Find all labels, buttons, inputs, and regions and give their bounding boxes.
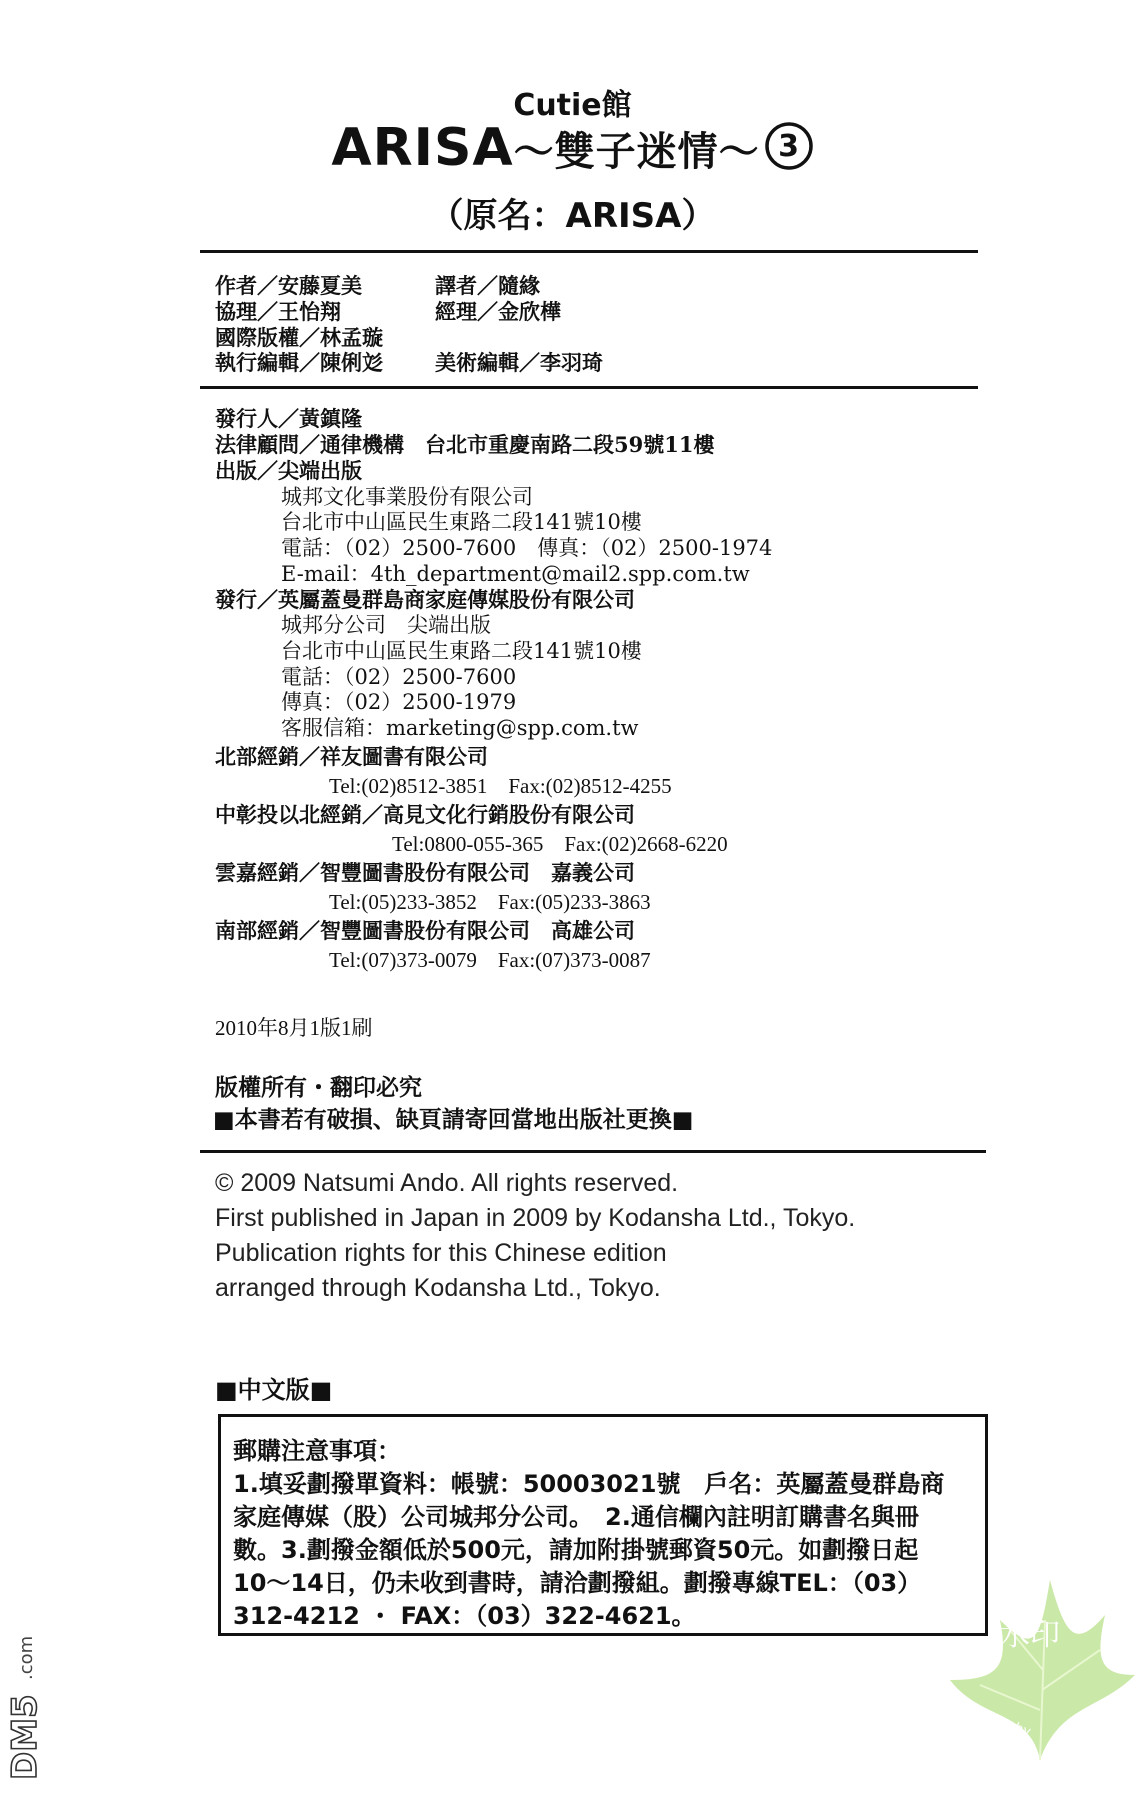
pub-email: E-mail：4th_department@mail2.spp.com.tw <box>281 562 750 586</box>
staff-exec-editor: 執行編輯／陳俐彣 <box>215 350 383 375</box>
staff-translator: 譯者／隨緣 <box>435 273 540 298</box>
mail-order-title: 郵購注意事項： <box>233 1437 401 1465</box>
mail-order-line-1: 1.填妥劃撥單資料：帳號：50003021號 戶名：英屬蓋曼群島商 <box>233 1470 945 1498</box>
english-line-3: Publication rights for this Chinese edition <box>215 1239 667 1267</box>
dist-central: 中彰投以北經銷／高見文化行銷股份有限公司 <box>215 802 635 827</box>
dm5-logo-text: DM5 <box>5 1694 45 1780</box>
divider-staff <box>200 386 978 389</box>
dm5-site-text: .com <box>16 1635 37 1680</box>
dist-north: 北部經銷／祥友圖書有限公司 <box>215 744 488 769</box>
dist-central-contact: Tel:0800-055-365 Fax:(02)2668-6220 <box>392 832 728 856</box>
pub-issuer: 發行人／黃鎮隆 <box>215 406 362 431</box>
volume-badge <box>764 121 814 171</box>
mail-order-line-3: 數。3.劃撥金額低於500元，請加附掛號郵資50元。如劃撥日起 <box>233 1536 919 1564</box>
mail-order-line-5: 312-4212 ・ FAX：（03）322-4621。 <box>233 1602 696 1630</box>
staff-art-editor: 美術編輯／李羽琦 <box>435 350 603 375</box>
series-label: Cutie館 <box>513 88 632 123</box>
mail-order-box <box>218 1414 988 1636</box>
mail-order-line-4: 10〜14日，仍未收到書時，請洽劃撥組。劃撥專線TEL：（03） <box>233 1569 922 1597</box>
original-name: （原名：ARISA） <box>429 196 716 236</box>
english-line-4: arranged through Kodansha Ltd., Tokyo. <box>215 1274 661 1302</box>
staff-author: 作者／安藤夏美 <box>215 273 362 298</box>
pub-distribute-address: 台北市中山區民生東路二段141號10樓 <box>281 639 642 663</box>
chinese-edition-label: ■中文版■ <box>215 1376 333 1404</box>
watermark-stamp-text: 水印 <box>1000 1618 1060 1653</box>
pub-legal: 法律顧問／通律機構 台北市重慶南路二段59號11樓 <box>215 432 715 457</box>
dist-south-contact: Tel:(07)373-0079 Fax:(07)373-0087 <box>329 948 651 972</box>
copyright-notice-cn: 版權所有・翻印必究 <box>215 1075 422 1101</box>
english-line-2: First published in Japan in 2009 by Kodansha Ltd., Tokyo. <box>215 1204 856 1232</box>
dist-yunjia: 雲嘉經銷／智豐圖書股份有限公司 嘉義公司 <box>215 860 635 885</box>
title-latin: ARISA <box>331 118 514 178</box>
staff-manager: 經理／金欣樺 <box>435 299 561 324</box>
mail-order-line-2: 家庭傳媒（股）公司城邦分公司。 2.通信欄內註明訂購書名與冊 <box>233 1503 919 1531</box>
dist-north-contact: Tel:(02)8512-3851 Fax:(02)8512-4255 <box>329 774 672 798</box>
pub-distribute-fax: 傳真：（02）2500-1979 <box>281 690 517 714</box>
pub-company: 城邦文化事業股份有限公司 <box>281 485 533 509</box>
book-title <box>0 118 1145 178</box>
pub-publish: 出版／尖端出版 <box>215 458 362 483</box>
staff-coordinator: 協理／王怡翔 <box>215 299 341 324</box>
divider-top <box>200 250 978 253</box>
divider-notices <box>200 1150 986 1153</box>
dist-south: 南部經銷／智豐圖書股份有限公司 高雄公司 <box>215 918 635 943</box>
pub-address: 台北市中山區民生東路二段141號10樓 <box>281 510 642 534</box>
pub-distribute-phone: 電話：（02）2500-7600 <box>281 665 517 689</box>
edition-date: 2010年8月1版1刷 <box>215 1016 373 1040</box>
leaf-watermark <box>940 1560 1140 1765</box>
pub-distribute-branch: 城邦分公司 尖端出版 <box>281 613 491 637</box>
volume-number: 3 <box>777 129 800 164</box>
pub-distribute: 發行／英屬蓋曼群島商家庭傳媒股份有限公司 <box>215 587 635 612</box>
replace-notice: ■本書若有破損、缺頁請寄回當地出版社更換■ <box>213 1107 694 1133</box>
dist-yunjia-contact: Tel:(05)233-3852 Fax:(05)233-3863 <box>329 890 651 914</box>
title-subtitle: 〜雙子迷情〜 <box>513 129 760 175</box>
english-line-1: © 2009 Natsumi Ando. All rights reserved. <box>215 1169 679 1197</box>
pub-phone: 電話：（02）2500-7600 傳真：（02）2500-1974 <box>281 536 773 560</box>
dm5-logo-watermark <box>4 1580 48 1800</box>
pub-service-mail: 客服信箱：marketing@spp.com.tw <box>281 716 639 740</box>
scan-credit-text: Scan by <box>978 1709 1033 1740</box>
staff-rights: 國際版權／林孟璇 <box>215 325 383 350</box>
